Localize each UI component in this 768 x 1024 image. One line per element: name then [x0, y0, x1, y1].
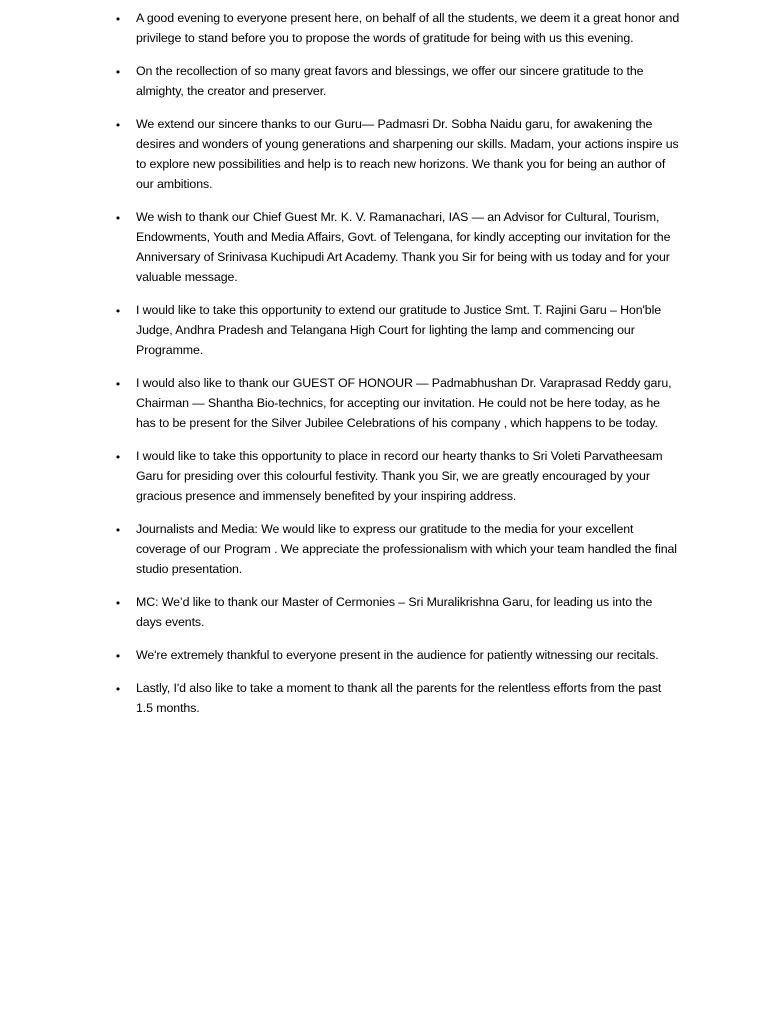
list-item-text: We're extremely thankful to everyone present in the audience for patiently witnessing our recitals. — [136, 648, 659, 662]
list-item — [0, 645, 768, 665]
list-item-text: A good evening to everyone present here, on behalf of all the students, we deem it a great honor and privilege to stand before you to propose the words of gratitude for being with us this evening. — [136, 11, 680, 45]
list-item-text: We wish to thank our Chief Guest Mr. K. V. Ramanachari, IAS — an Advisor for Cultural, Tourism, Endowments, Youth and Media Affairs, Govt. of Telengana, for kindly accepting our invitation for the Anniversary of Srinivasa Kuchipudi Art Academy. Thank you Sir for being with us today and for your valuable message. — [136, 210, 671, 284]
bullet-icon: • — [114, 13, 122, 26]
bullet-icon: • — [114, 119, 122, 132]
bullet-icon: • — [114, 650, 122, 663]
list-item-text: I would like to take this opportunity to place in record our hearty thanks to Sri Voleti Parvatheesam Garu for presiding over this colourful festivity. Thank you Sir, we are greatly encouraged by your gracious presence and immensely benefited by your inspiring address. — [136, 449, 663, 503]
bullet-icon: • — [114, 66, 122, 79]
list-item — [0, 8, 768, 48]
gratitude-bullet-list — [0, 8, 768, 731]
list-item-text: Lastly, I'd also like to take a moment to thank all the parents for the relentless efforts from the past 1.5 months. — [136, 681, 662, 715]
list-item-text: MC: We’d like to thank our Master of Cermonies – Sri Muralikrishna Garu, for leading us into the days events. — [136, 595, 653, 629]
list-item — [0, 519, 768, 579]
bullet-icon: • — [114, 212, 122, 225]
list-item — [0, 446, 768, 506]
list-item-text: I would also like to thank our GUEST OF HONOUR — Padmabhushan Dr. Varaprasad Reddy garu, Chairman — Shantha Bio-technics, for accepting our invitation. He could not be here today, as he has to be present for the Silver Jubilee Celebrations of his company , which happens to be today. — [136, 376, 672, 430]
list-item — [0, 207, 768, 287]
list-item-text: On the recollection of so many great favors and blessings, we offer our sincere gratitude to the almighty, the creator and preserver. — [136, 64, 644, 98]
list-item-text: Journalists and Media: We would like to express our gratitude to the media for your excellent coverage of our Program . We appreciate the professionalism with which your team handled the final studio presentation. — [136, 522, 677, 576]
bullet-icon: • — [114, 378, 122, 391]
list-item-text: We extend our sincere thanks to our Guru— Padmasri Dr. Sobha Naidu garu, for awakening the desires and wonders of young generations and sharpening our skills. Madam, your actions inspire us to explore new possibilities and help is to reach new horizons. We thank you for being an author of our ambitions. — [136, 117, 679, 191]
list-item-text: I would like to take this opportunity to extend our gratitude to Justice Smt. T. Rajini Garu – Hon'ble Judge, Andhra Pradesh and Telangana High Court for lighting the lamp and commencing our Programme. — [136, 303, 662, 357]
list-item — [0, 300, 768, 360]
bullet-icon: • — [114, 451, 122, 464]
bullet-icon: • — [114, 597, 122, 610]
list-item — [0, 592, 768, 632]
bullet-icon: • — [114, 683, 122, 696]
list-item — [0, 61, 768, 101]
list-item — [0, 678, 768, 718]
bullet-icon: • — [114, 524, 122, 537]
bullet-icon: • — [114, 305, 122, 318]
list-item — [0, 373, 768, 433]
list-item — [0, 114, 768, 194]
